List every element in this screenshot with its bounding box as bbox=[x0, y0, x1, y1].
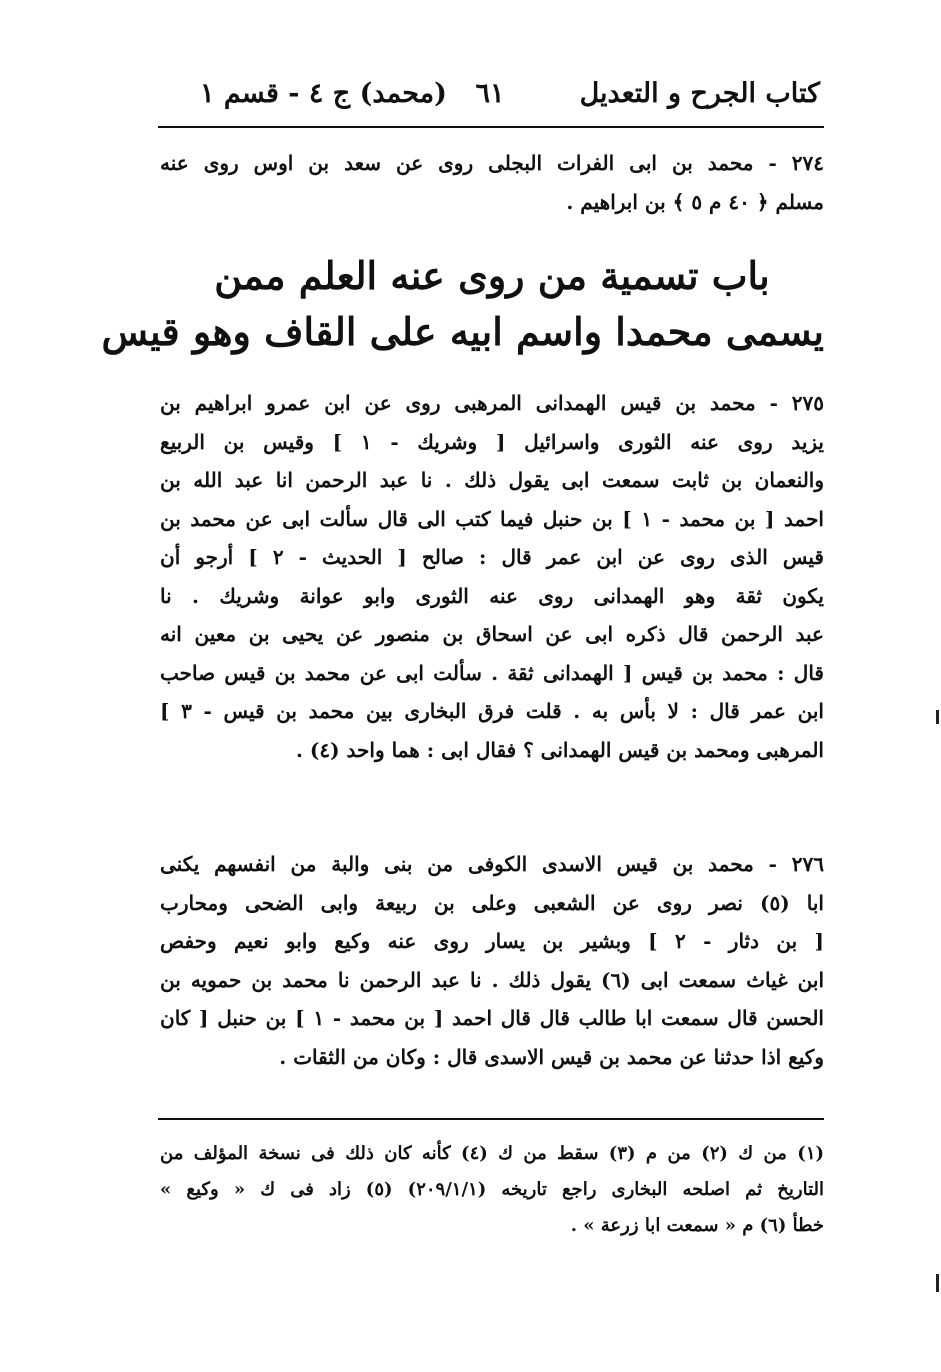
text-line: ابن عمر قال : لا بأس به . قلت فرق البخارى بين محمد بن قيس - ٣ ] bbox=[160, 699, 824, 723]
footnote-line: خطأ (٦) م « سمعت ابا زرعة » . bbox=[570, 1215, 824, 1236]
text-line: والنعمان بن ثابت سمعت ابى يقول ذلك . نا عبد الرحمن انا عبد الله بن bbox=[160, 468, 824, 492]
text-line: ٢٧٦ - محمد بن قيس الاسدى الكوفى من بنى والبة من انفسهم يكنى bbox=[160, 852, 824, 876]
footnote-line: التاريخ ثم اصلحه البخارى راجع تاريخه (٢٠٩/١/١) (٥) زاد فى ك « وكيع » bbox=[160, 1179, 824, 1200]
chapter-title-line: يسمى محمدا واسم ابيه على القاف وهو قيس bbox=[101, 309, 824, 354]
book-title: كتاب الجرح و التعديل bbox=[579, 78, 820, 109]
footnote-rule bbox=[158, 1118, 824, 1120]
text-line: يزيد روى عنه الثورى واسرائيل [ وشريك - ١ ] وقيس بن الربيع bbox=[160, 429, 824, 454]
scan-edge-mark bbox=[936, 1274, 939, 1292]
text-line: يكون ثقة وهو الهمدانى روى عنه الثورى وابو عوانة وشريك . نا bbox=[160, 583, 824, 608]
section-label: (محمد) ج ٤ - قسم ١ bbox=[200, 78, 447, 109]
entry-276 bbox=[160, 845, 824, 1076]
header-rule bbox=[158, 126, 824, 128]
text-line: الحسن قال سمعت ابا طالب قال قال احمد [ بن محمد - ١ ] بن حنبل [ كان bbox=[160, 1006, 824, 1030]
text-line: وكيع اذا حدثنا عن محمد بن قيس الاسدى قال : وكان من الثقات . bbox=[279, 1044, 824, 1069]
scan-edge-mark bbox=[936, 710, 939, 724]
text-line: المرهبى ومحمد بن قيس الهمدانى ؟ فقال ابى : هما واحد (٤) . bbox=[295, 737, 824, 762]
chapter-title-line: باب تسمية من روى عنه العلم ممن bbox=[214, 253, 770, 298]
text-line: عبد الرحمن قال ذكره ابى عن اسحاق بن منصور عن يحيى بن معين انه bbox=[160, 622, 824, 646]
text-line: احمد [ بن محمد - ١ ] بن حنبل فيما كتب الى قال سألت ابى عن محمد بن bbox=[160, 506, 824, 531]
text-line: قيس الذى روى عن ابن عمر قال : صالح [ الحديث - ٢ ] أرجو أن bbox=[160, 545, 824, 569]
text-line: ابا (٥) نصر روى عن الشعبى وعلى بن ربيعة وابى الضحى ومحارب bbox=[160, 890, 824, 915]
text-line: [ بن دثار - ٢ ] وبشير بن يسار روى عنه وكيع وابو نعيم وحفص bbox=[160, 929, 824, 953]
entry-275 bbox=[160, 384, 824, 769]
text-line: قال : محمد بن قيس [ الهمدانى ثقة . سألت ابى عن محمد بن قيس صاحب bbox=[160, 660, 824, 685]
text-line: ابن غياث سمعت ابى (٦) يقول ذلك . نا عبد الرحمن نا محمد بن حمويه بن bbox=[160, 967, 824, 992]
footnote-line: (١) من ك (٢) من م (٣) سقط من ك (٤) كأنه كان ذلك فى نسخة المؤلف من bbox=[160, 1143, 824, 1164]
running-header bbox=[160, 78, 820, 118]
text-line: ٢٧٤ - محمد بن ابى الفرات البجلى روى عن سعد بن اوس روى عنه bbox=[160, 151, 824, 175]
page-number: ٦١ bbox=[475, 78, 505, 109]
text-line: ٢٧٥ - محمد بن قيس الهمدانى المرهبى روى عن ابن عمرو ابراهيم بن bbox=[160, 391, 824, 415]
chapter-title bbox=[101, 248, 824, 360]
entry-274 bbox=[160, 144, 824, 221]
text-line: مسلم ﴿ ٤٠ م ٥ ﴾ بن ابراهيم . bbox=[566, 189, 824, 214]
footnotes bbox=[160, 1136, 824, 1244]
